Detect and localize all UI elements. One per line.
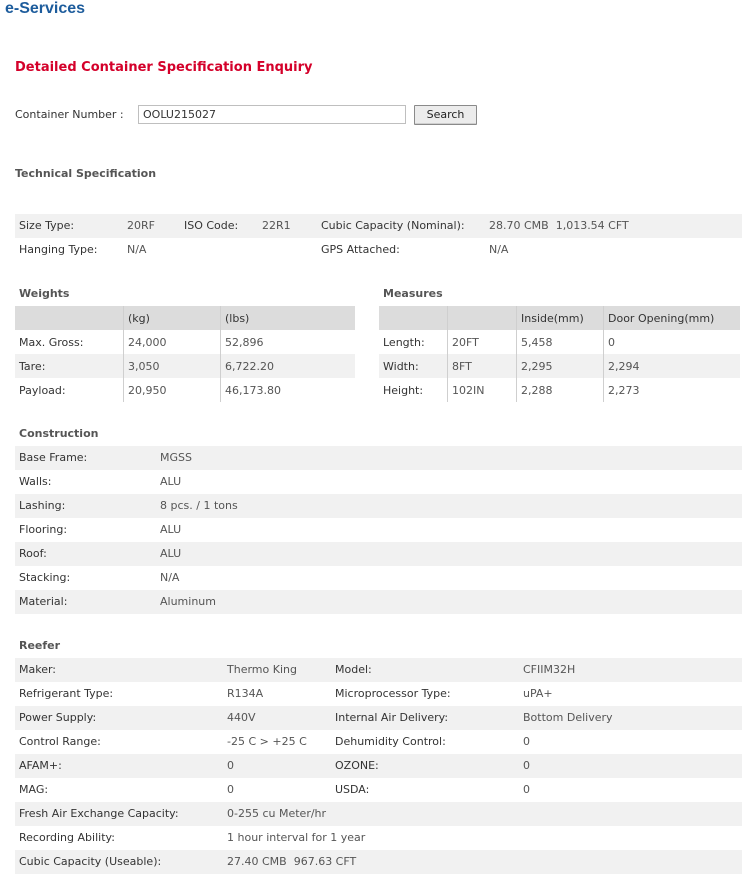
reefer-label-2: Dehumidity Control:	[335, 735, 446, 748]
weights-label: Max. Gross:	[19, 335, 84, 349]
reefer-label: AFAM+:	[19, 759, 62, 772]
search-button[interactable]: Search	[414, 105, 477, 125]
reefer-value-2: CFIIM32H	[523, 663, 576, 676]
weights-header-lbs: (lbs)	[221, 306, 356, 330]
weights-kg: 3,050	[124, 354, 221, 378]
reefer-label-2: USDA:	[335, 783, 370, 796]
measures-row	[379, 354, 740, 378]
gps-attached-value: N/A	[489, 243, 509, 256]
reefer-value-2: 0	[523, 783, 530, 796]
construction-label: Material:	[19, 595, 68, 608]
weights-table	[15, 306, 355, 402]
weights-label: Payload:	[19, 383, 66, 397]
weights-row	[15, 378, 355, 402]
reefer-row	[15, 658, 742, 682]
weights-lbs: 46,173.80	[221, 378, 356, 402]
reefer-label: Power Supply:	[19, 711, 97, 724]
technical-spec-heading: Technical Specification	[15, 167, 157, 180]
reefer-wide-row	[15, 850, 742, 874]
weights-kg: 24,000	[124, 330, 221, 354]
construction-heading: Construction	[19, 427, 99, 440]
construction-row	[15, 470, 742, 494]
gps-attached-label: GPS Attached:	[321, 243, 400, 256]
reefer-value-2: 0	[523, 759, 530, 772]
construction-row	[15, 566, 742, 590]
measures-row	[379, 330, 740, 354]
reefer-value-2: Bottom Delivery	[523, 711, 613, 724]
reefer-label-2: Internal Air Delivery:	[335, 711, 449, 724]
measures-door: 2,273	[604, 378, 741, 402]
measures-label: Length:	[383, 335, 425, 349]
measures-heading: Measures	[383, 287, 443, 300]
measures-label: Height:	[383, 383, 424, 397]
measures-inside: 2,288	[517, 378, 604, 402]
hanging-type-value: N/A	[127, 243, 147, 256]
weights-header-kg: (kg)	[124, 306, 221, 330]
reefer-label: Maker:	[19, 663, 57, 676]
reefer-row	[15, 778, 742, 802]
reefer-row	[15, 682, 742, 706]
reefer-label-2: OZONE:	[335, 759, 379, 772]
weights-header-empty	[15, 306, 124, 330]
construction-value: ALU	[160, 547, 182, 560]
construction-row	[15, 446, 742, 470]
construction-value: MGSS	[160, 451, 192, 464]
measures-row	[379, 378, 740, 402]
construction-value: ALU	[160, 475, 182, 488]
measures-door: 0	[604, 330, 741, 354]
measures-header-door: Door Opening(mm)	[604, 306, 741, 330]
hanging-type-label: Hanging Type:	[19, 243, 98, 256]
reefer-wide-value: 0-255 cu Meter/hr	[227, 807, 327, 820]
reefer-wide-label: Recording Ability:	[19, 831, 115, 844]
reefer-label: Control Range:	[19, 735, 101, 748]
tech-row-1	[15, 214, 742, 238]
reefer-wide-value: 1 hour interval for 1 year	[227, 831, 366, 844]
reefer-value: Thermo King	[227, 663, 297, 676]
reefer-row	[15, 754, 742, 778]
measures-table	[379, 306, 740, 402]
construction-value: N/A	[160, 571, 180, 584]
reefer-wide-value: 27.40 CMB 967.63 CFT	[227, 855, 357, 868]
construction-label: Stacking:	[19, 571, 71, 584]
reefer-label: Refrigerant Type:	[19, 687, 114, 700]
measures-header-nominal	[448, 306, 517, 330]
cubic-capacity-label: Cubic Capacity (Nominal):	[321, 219, 465, 232]
container-number-label: Container Number :	[15, 108, 124, 121]
measures-door: 2,294	[604, 354, 741, 378]
reefer-value: 0	[227, 759, 234, 772]
page-title: Detailed Container Specification Enquiry	[15, 60, 313, 75]
weights-kg: 20,950	[124, 378, 221, 402]
size-type-value: 20RF	[127, 219, 155, 232]
reefer-wide-label: Cubic Capacity (Useable):	[19, 855, 162, 868]
reefer-wide-row	[15, 802, 742, 826]
reefer-wide-label: Fresh Air Exchange Capacity:	[19, 807, 179, 820]
tech-row-2	[15, 238, 742, 262]
weights-lbs: 6,722.20	[221, 354, 356, 378]
weights-header-row	[15, 306, 355, 330]
container-number-input[interactable]: OOLU215027	[138, 105, 406, 124]
reefer-row	[15, 706, 742, 730]
weights-row	[15, 354, 355, 378]
weights-heading: Weights	[19, 287, 70, 300]
measures-nominal: 8FT	[448, 354, 517, 378]
reefer-heading: Reefer	[19, 639, 61, 652]
iso-code-value: 22R1	[262, 219, 291, 232]
reefer-label: MAG:	[19, 783, 49, 796]
construction-label: Lashing:	[19, 499, 66, 512]
reefer-value: -25 C > +25 C	[227, 735, 307, 748]
construction-label: Flooring:	[19, 523, 68, 536]
construction-label: Roof:	[19, 547, 47, 560]
construction-value: 8 pcs. / 1 tons	[160, 499, 238, 512]
construction-value: ALU	[160, 523, 182, 536]
construction-row	[15, 542, 742, 566]
reefer-wide-row	[15, 826, 742, 850]
size-type-label: Size Type:	[19, 219, 75, 232]
measures-nominal: 102IN	[448, 378, 517, 402]
weights-row	[15, 330, 355, 354]
construction-row	[15, 518, 742, 542]
construction-label: Base Frame:	[19, 451, 88, 464]
reefer-label-2: Microprocessor Type:	[335, 687, 451, 700]
reefer-value-2: uPA+	[523, 687, 553, 700]
brand-title: e-Services	[5, 0, 86, 17]
weights-lbs: 52,896	[221, 330, 356, 354]
iso-code-label: ISO Code:	[184, 219, 239, 232]
construction-row	[15, 494, 742, 518]
reefer-row	[15, 730, 742, 754]
measures-nominal: 20FT	[448, 330, 517, 354]
measures-inside: 2,295	[517, 354, 604, 378]
measures-header-empty	[379, 306, 448, 330]
measures-label: Width:	[379, 354, 448, 378]
reefer-value: 0	[227, 783, 234, 796]
reefer-value-2: 0	[523, 735, 530, 748]
cubic-capacity-value: 28.70 CMB 1,013.54 CFT	[489, 219, 629, 232]
measures-header-row	[379, 306, 740, 330]
construction-label: Walls:	[19, 475, 52, 488]
weights-label: Tare:	[15, 354, 124, 378]
reefer-value: R134A	[227, 687, 264, 700]
measures-header-inside: Inside(mm)	[517, 306, 604, 330]
measures-inside: 5,458	[517, 330, 604, 354]
construction-value: Aluminum	[160, 595, 216, 608]
construction-row	[15, 590, 742, 614]
reefer-label-2: Model:	[335, 663, 372, 676]
reefer-value: 440V	[227, 711, 256, 724]
